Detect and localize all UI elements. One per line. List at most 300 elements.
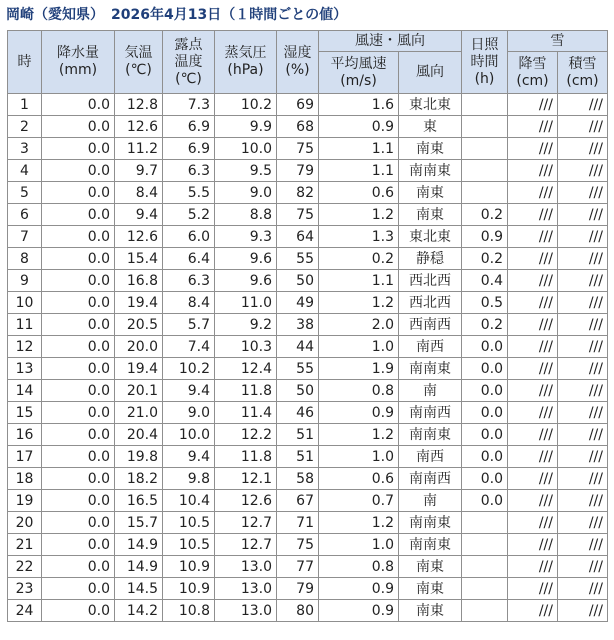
table-row: [8, 556, 608, 578]
table-row: [8, 270, 608, 292]
header-vapor-pressure: 蒸気圧 (hPa): [215, 31, 277, 94]
snow-depth-cell: ///: [558, 424, 608, 446]
hour-cell: 24: [8, 600, 42, 622]
wind-speed-cell: 0.8: [319, 556, 399, 578]
snowfall-cell: ///: [508, 94, 558, 116]
header-temperature: 気温 (℃): [115, 31, 163, 94]
vapor-pressure-cell: 10.2: [215, 94, 277, 116]
wind-direction-cell: 南南東: [399, 160, 462, 182]
header-wind-direction: 風向: [399, 52, 462, 94]
wind-speed-cell: 1.3: [319, 226, 399, 248]
snowfall-cell: ///: [508, 270, 558, 292]
vapor-pressure-cell: 8.8: [215, 204, 277, 226]
precipitation-cell: 0.0: [42, 556, 115, 578]
hour-cell: 3: [8, 138, 42, 160]
snow-depth-cell: ///: [558, 116, 608, 138]
hour-cell: 14: [8, 380, 42, 402]
wind-speed-cell: 1.1: [319, 138, 399, 160]
hour-cell: 9: [8, 270, 42, 292]
hour-cell: 11: [8, 314, 42, 336]
snow-depth-cell: ///: [558, 248, 608, 270]
dew-point-cell: 10.5: [163, 534, 215, 556]
temperature-cell: 16.5: [115, 490, 163, 512]
vapor-pressure-cell: 11.4: [215, 402, 277, 424]
header-dew-point: 露点 温度 (℃): [163, 31, 215, 94]
temperature-cell: 14.2: [115, 600, 163, 622]
sunshine-cell: [462, 116, 508, 138]
sunshine-cell: [462, 512, 508, 534]
table-row: [8, 226, 608, 248]
snow-depth-cell: ///: [558, 182, 608, 204]
precipitation-cell: 0.0: [42, 336, 115, 358]
dew-point-cell: 10.4: [163, 490, 215, 512]
sunshine-cell: 0.2: [462, 248, 508, 270]
snowfall-cell: ///: [508, 424, 558, 446]
dew-point-cell: 5.5: [163, 182, 215, 204]
temperature-cell: 14.9: [115, 534, 163, 556]
wind-direction-cell: 南東: [399, 556, 462, 578]
vapor-pressure-cell: 10.3: [215, 336, 277, 358]
table-row: [8, 138, 608, 160]
wind-direction-cell: 南東: [399, 600, 462, 622]
hour-cell: 4: [8, 160, 42, 182]
dew-point-cell: 6.9: [163, 138, 215, 160]
wind-speed-cell: 1.1: [319, 160, 399, 182]
dew-point-cell: 10.5: [163, 512, 215, 534]
humidity-cell: 64: [277, 226, 319, 248]
dew-point-cell: 9.0: [163, 402, 215, 424]
precipitation-cell: 0.0: [42, 270, 115, 292]
vapor-pressure-cell: 12.7: [215, 534, 277, 556]
vapor-pressure-cell: 9.3: [215, 226, 277, 248]
temperature-cell: 19.4: [115, 292, 163, 314]
hourly-weather-table: [7, 30, 608, 622]
snow-depth-cell: ///: [558, 402, 608, 424]
sunshine-cell: 0.9: [462, 226, 508, 248]
temperature-cell: 15.7: [115, 512, 163, 534]
table-row: [8, 600, 608, 622]
temperature-cell: 20.4: [115, 424, 163, 446]
temperature-cell: 16.8: [115, 270, 163, 292]
temperature-cell: 12.8: [115, 94, 163, 116]
header-wind-group: 風速・風向: [319, 31, 462, 52]
wind-speed-cell: 2.0: [319, 314, 399, 336]
precipitation-cell: 0.0: [42, 314, 115, 336]
table-row: [8, 512, 608, 534]
temperature-cell: 8.4: [115, 182, 163, 204]
table-row: [8, 336, 608, 358]
humidity-cell: 79: [277, 160, 319, 182]
hour-cell: 10: [8, 292, 42, 314]
sunshine-cell: [462, 556, 508, 578]
snowfall-cell: ///: [508, 600, 558, 622]
header-row-top: [8, 31, 608, 52]
dew-point-cell: 10.9: [163, 556, 215, 578]
dew-point-cell: 6.0: [163, 226, 215, 248]
vapor-pressure-cell: 9.2: [215, 314, 277, 336]
vapor-pressure-cell: 13.0: [215, 556, 277, 578]
sunshine-cell: [462, 182, 508, 204]
temperature-cell: 19.8: [115, 446, 163, 468]
header-snowfall: 降雪 (cm): [508, 52, 558, 94]
hour-cell: 22: [8, 556, 42, 578]
dew-point-cell: 9.8: [163, 468, 215, 490]
vapor-pressure-cell: 12.1: [215, 468, 277, 490]
wind-direction-cell: 南南東: [399, 358, 462, 380]
vapor-pressure-cell: 11.0: [215, 292, 277, 314]
precipitation-cell: 0.0: [42, 248, 115, 270]
wind-speed-cell: 1.2: [319, 512, 399, 534]
table-row: [8, 380, 608, 402]
sunshine-cell: [462, 94, 508, 116]
dew-point-cell: 9.4: [163, 380, 215, 402]
precipitation-cell: 0.0: [42, 138, 115, 160]
dew-point-cell: 7.4: [163, 336, 215, 358]
table-row: [8, 424, 608, 446]
wind-direction-cell: 南南東: [399, 512, 462, 534]
humidity-cell: 51: [277, 424, 319, 446]
hour-cell: 5: [8, 182, 42, 204]
wind-speed-cell: 1.2: [319, 292, 399, 314]
header-precipitation: 降水量 (mm): [42, 31, 115, 94]
snow-depth-cell: ///: [558, 556, 608, 578]
snow-depth-cell: ///: [558, 160, 608, 182]
vapor-pressure-cell: 13.0: [215, 578, 277, 600]
humidity-cell: 50: [277, 270, 319, 292]
table-row: [8, 446, 608, 468]
wind-speed-cell: 1.0: [319, 336, 399, 358]
table-row: [8, 402, 608, 424]
hour-cell: 16: [8, 424, 42, 446]
header-sunshine: 日照 時間 (h): [462, 31, 508, 94]
wind-speed-cell: 1.2: [319, 424, 399, 446]
precipitation-cell: 0.0: [42, 446, 115, 468]
humidity-cell: 44: [277, 336, 319, 358]
table-row: [8, 490, 608, 512]
wind-direction-cell: 南西: [399, 336, 462, 358]
page-title: 岡崎（愛知県） 2026年4月13日（１時間ごとの値）: [6, 7, 348, 23]
temperature-cell: 20.1: [115, 380, 163, 402]
precipitation-cell: 0.0: [42, 380, 115, 402]
snow-depth-cell: ///: [558, 534, 608, 556]
wind-speed-cell: 0.8: [319, 380, 399, 402]
wind-speed-cell: 0.6: [319, 468, 399, 490]
sunshine-cell: [462, 600, 508, 622]
precipitation-cell: 0.0: [42, 116, 115, 138]
hour-cell: 18: [8, 468, 42, 490]
wind-speed-cell: 1.6: [319, 94, 399, 116]
humidity-cell: 55: [277, 248, 319, 270]
sunshine-cell: 0.4: [462, 270, 508, 292]
precipitation-cell: 0.0: [42, 292, 115, 314]
snowfall-cell: ///: [508, 556, 558, 578]
humidity-cell: 50: [277, 380, 319, 402]
sunshine-cell: 0.0: [462, 336, 508, 358]
humidity-cell: 68: [277, 116, 319, 138]
precipitation-cell: 0.0: [42, 160, 115, 182]
precipitation-cell: 0.0: [42, 182, 115, 204]
wind-direction-cell: 南南西: [399, 402, 462, 424]
table-row: [8, 534, 608, 556]
snowfall-cell: ///: [508, 204, 558, 226]
snow-depth-cell: ///: [558, 336, 608, 358]
snow-depth-cell: ///: [558, 600, 608, 622]
humidity-cell: 80: [277, 600, 319, 622]
vapor-pressure-cell: 10.0: [215, 138, 277, 160]
precipitation-cell: 0.0: [42, 578, 115, 600]
temperature-cell: 9.4: [115, 204, 163, 226]
snow-depth-cell: ///: [558, 578, 608, 600]
temperature-cell: 20.0: [115, 336, 163, 358]
precipitation-cell: 0.0: [42, 94, 115, 116]
wind-direction-cell: 南南東: [399, 424, 462, 446]
wind-direction-cell: 南東: [399, 204, 462, 226]
sunshine-cell: 0.0: [462, 424, 508, 446]
wind-speed-cell: 1.1: [319, 270, 399, 292]
temperature-cell: 11.2: [115, 138, 163, 160]
humidity-cell: 79: [277, 578, 319, 600]
hour-cell: 21: [8, 534, 42, 556]
snowfall-cell: ///: [508, 292, 558, 314]
vapor-pressure-cell: 9.9: [215, 116, 277, 138]
wind-direction-cell: 西南西: [399, 314, 462, 336]
temperature-cell: 21.0: [115, 402, 163, 424]
temperature-cell: 14.9: [115, 556, 163, 578]
humidity-cell: 69: [277, 94, 319, 116]
snowfall-cell: ///: [508, 380, 558, 402]
hour-cell: 6: [8, 204, 42, 226]
dew-point-cell: 7.3: [163, 94, 215, 116]
snowfall-cell: ///: [508, 446, 558, 468]
sunshine-cell: 0.0: [462, 468, 508, 490]
header-snow-group: 雪: [508, 31, 608, 52]
snowfall-cell: ///: [508, 468, 558, 490]
snowfall-cell: ///: [508, 248, 558, 270]
sunshine-cell: [462, 160, 508, 182]
dew-point-cell: 10.8: [163, 600, 215, 622]
precipitation-cell: 0.0: [42, 512, 115, 534]
humidity-cell: 75: [277, 204, 319, 226]
snow-depth-cell: ///: [558, 468, 608, 490]
table-row: [8, 94, 608, 116]
precipitation-cell: 0.0: [42, 424, 115, 446]
sunshine-cell: [462, 578, 508, 600]
vapor-pressure-cell: 9.5: [215, 160, 277, 182]
temperature-cell: 18.2: [115, 468, 163, 490]
sunshine-cell: 0.0: [462, 490, 508, 512]
snow-depth-cell: ///: [558, 204, 608, 226]
vapor-pressure-cell: 9.6: [215, 248, 277, 270]
humidity-cell: 75: [277, 534, 319, 556]
wind-direction-cell: 西北西: [399, 270, 462, 292]
snowfall-cell: ///: [508, 490, 558, 512]
vapor-pressure-cell: 11.8: [215, 380, 277, 402]
snow-depth-cell: ///: [558, 94, 608, 116]
table-row: [8, 578, 608, 600]
wind-speed-cell: 1.9: [319, 358, 399, 380]
wind-direction-cell: 南: [399, 490, 462, 512]
snow-depth-cell: ///: [558, 446, 608, 468]
precipitation-cell: 0.0: [42, 468, 115, 490]
dew-point-cell: 5.2: [163, 204, 215, 226]
hour-cell: 17: [8, 446, 42, 468]
temperature-cell: 20.5: [115, 314, 163, 336]
snowfall-cell: ///: [508, 534, 558, 556]
hour-cell: 19: [8, 490, 42, 512]
snow-depth-cell: ///: [558, 380, 608, 402]
humidity-cell: 51: [277, 446, 319, 468]
vapor-pressure-cell: 9.0: [215, 182, 277, 204]
hour-cell: 8: [8, 248, 42, 270]
wind-direction-cell: 南南西: [399, 468, 462, 490]
hour-cell: 13: [8, 358, 42, 380]
sunshine-cell: 0.0: [462, 446, 508, 468]
humidity-cell: 71: [277, 512, 319, 534]
temperature-cell: 19.4: [115, 358, 163, 380]
snow-depth-cell: ///: [558, 490, 608, 512]
dew-point-cell: 10.0: [163, 424, 215, 446]
wind-direction-cell: 南: [399, 380, 462, 402]
humidity-cell: 75: [277, 138, 319, 160]
hour-cell: 15: [8, 402, 42, 424]
wind-speed-cell: 0.9: [319, 578, 399, 600]
wind-speed-cell: 0.7: [319, 490, 399, 512]
table-row: [8, 160, 608, 182]
humidity-cell: 82: [277, 182, 319, 204]
table-row: [8, 468, 608, 490]
header-humidity: 湿度 (%): [277, 31, 319, 94]
header-snow-depth: 積雪 (cm): [558, 52, 608, 94]
humidity-cell: 77: [277, 556, 319, 578]
wind-direction-cell: 東: [399, 116, 462, 138]
snow-depth-cell: ///: [558, 358, 608, 380]
table-row: [8, 182, 608, 204]
vapor-pressure-cell: 12.2: [215, 424, 277, 446]
hour-cell: 1: [8, 94, 42, 116]
snowfall-cell: ///: [508, 314, 558, 336]
sunshine-cell: 0.5: [462, 292, 508, 314]
vapor-pressure-cell: 12.7: [215, 512, 277, 534]
wind-direction-cell: 東北東: [399, 226, 462, 248]
precipitation-cell: 0.0: [42, 402, 115, 424]
wind-speed-cell: 0.9: [319, 402, 399, 424]
wind-speed-cell: 0.9: [319, 116, 399, 138]
wind-speed-cell: 1.0: [319, 534, 399, 556]
snowfall-cell: ///: [508, 336, 558, 358]
dew-point-cell: 9.4: [163, 446, 215, 468]
hour-cell: 12: [8, 336, 42, 358]
hour-cell: 2: [8, 116, 42, 138]
snowfall-cell: ///: [508, 358, 558, 380]
wind-speed-cell: 0.9: [319, 600, 399, 622]
table-row: [8, 248, 608, 270]
sunshine-cell: [462, 534, 508, 556]
wind-direction-cell: 東北東: [399, 94, 462, 116]
sunshine-cell: 0.0: [462, 402, 508, 424]
wind-direction-cell: 西北西: [399, 292, 462, 314]
snow-depth-cell: ///: [558, 226, 608, 248]
humidity-cell: 49: [277, 292, 319, 314]
header-hour: 時: [8, 31, 42, 94]
temperature-cell: 15.4: [115, 248, 163, 270]
dew-point-cell: 10.9: [163, 578, 215, 600]
snow-depth-cell: ///: [558, 512, 608, 534]
vapor-pressure-cell: 13.0: [215, 600, 277, 622]
snowfall-cell: ///: [508, 226, 558, 248]
hour-cell: 7: [8, 226, 42, 248]
snowfall-cell: ///: [508, 182, 558, 204]
table-row: [8, 358, 608, 380]
wind-speed-cell: 0.6: [319, 182, 399, 204]
precipitation-cell: 0.0: [42, 358, 115, 380]
hour-cell: 20: [8, 512, 42, 534]
vapor-pressure-cell: 9.6: [215, 270, 277, 292]
humidity-cell: 58: [277, 468, 319, 490]
wind-direction-cell: 南西: [399, 446, 462, 468]
temperature-cell: 14.5: [115, 578, 163, 600]
dew-point-cell: 6.3: [163, 160, 215, 182]
snowfall-cell: ///: [508, 138, 558, 160]
dew-point-cell: 5.7: [163, 314, 215, 336]
humidity-cell: 38: [277, 314, 319, 336]
snow-depth-cell: ///: [558, 138, 608, 160]
humidity-cell: 46: [277, 402, 319, 424]
vapor-pressure-cell: 11.8: [215, 446, 277, 468]
precipitation-cell: 0.0: [42, 600, 115, 622]
snowfall-cell: ///: [508, 512, 558, 534]
dew-point-cell: 8.4: [163, 292, 215, 314]
table-row: [8, 204, 608, 226]
sunshine-cell: [462, 138, 508, 160]
vapor-pressure-cell: 12.6: [215, 490, 277, 512]
vapor-pressure-cell: 12.4: [215, 358, 277, 380]
header-wind-speed: 平均風速 (m/s): [319, 52, 399, 94]
wind-speed-cell: 1.2: [319, 204, 399, 226]
table-row: [8, 314, 608, 336]
table-body: [8, 94, 608, 622]
precipitation-cell: 0.0: [42, 490, 115, 512]
humidity-cell: 55: [277, 358, 319, 380]
snow-depth-cell: ///: [558, 270, 608, 292]
sunshine-cell: 0.0: [462, 358, 508, 380]
wind-direction-cell: 南東: [399, 182, 462, 204]
wind-direction-cell: 静穏: [399, 248, 462, 270]
temperature-cell: 12.6: [115, 226, 163, 248]
precipitation-cell: 0.0: [42, 534, 115, 556]
table-row: [8, 292, 608, 314]
humidity-cell: 67: [277, 490, 319, 512]
snowfall-cell: ///: [508, 160, 558, 182]
hour-cell: 23: [8, 578, 42, 600]
dew-point-cell: 10.2: [163, 358, 215, 380]
precipitation-cell: 0.0: [42, 204, 115, 226]
temperature-cell: 12.6: [115, 116, 163, 138]
wind-speed-cell: 1.0: [319, 446, 399, 468]
table-row: [8, 116, 608, 138]
sunshine-cell: 0.2: [462, 204, 508, 226]
wind-direction-cell: 南東: [399, 578, 462, 600]
dew-point-cell: 6.9: [163, 116, 215, 138]
snowfall-cell: ///: [508, 402, 558, 424]
dew-point-cell: 6.4: [163, 248, 215, 270]
precipitation-cell: 0.0: [42, 226, 115, 248]
temperature-cell: 9.7: [115, 160, 163, 182]
snowfall-cell: ///: [508, 116, 558, 138]
snow-depth-cell: ///: [558, 292, 608, 314]
sunshine-cell: 0.2: [462, 314, 508, 336]
snowfall-cell: ///: [508, 578, 558, 600]
wind-direction-cell: 南東: [399, 138, 462, 160]
